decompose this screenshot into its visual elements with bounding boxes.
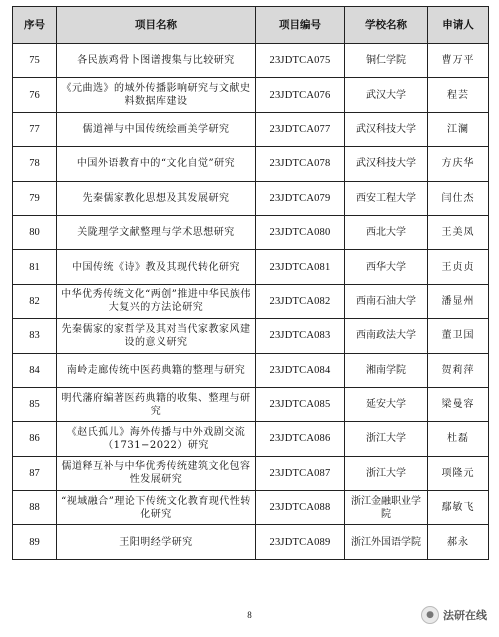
header-code: 项目编号: [256, 7, 345, 44]
cell-num: 85: [13, 387, 57, 421]
cell-school: 西安工程大学: [345, 181, 428, 215]
cell-code: 23JDTCA088: [256, 491, 345, 525]
header-title: 项目名称: [57, 7, 256, 44]
cell-title: 王阳明经学研究: [57, 525, 256, 559]
cell-school: 武汉科技大学: [345, 112, 428, 146]
cell-num: 79: [13, 181, 57, 215]
cell-title: 关陇理学文献整理与学术思想研究: [57, 215, 256, 249]
cell-person: 江澜: [428, 112, 489, 146]
cell-title: 中国传统《诗》教及其现代转化研究: [57, 250, 256, 284]
cell-title: 儒道禅与中国传统绘画美学研究: [57, 112, 256, 146]
cell-num: 81: [13, 250, 57, 284]
cell-person: 潘显州: [428, 284, 489, 318]
cell-title: 中华优秀传统文化“两创”推进中华民族伟大复兴的方法论研究: [57, 284, 256, 318]
table-row: [13, 353, 489, 387]
cell-school: 武汉大学: [345, 78, 428, 112]
cell-code: 23JDTCA086: [256, 422, 345, 456]
table-row: [13, 456, 489, 490]
table-row: [13, 78, 489, 112]
cell-school: 武汉科技大学: [345, 147, 428, 181]
cell-person: 鄢敏飞: [428, 491, 489, 525]
cell-code: 23JDTCA089: [256, 525, 345, 559]
table-row: [13, 215, 489, 249]
cell-person: 曹万平: [428, 44, 489, 78]
cell-num: 88: [13, 491, 57, 525]
cell-person: 郝永: [428, 525, 489, 559]
table-row: [13, 181, 489, 215]
cell-code: 23JDTCA085: [256, 387, 345, 421]
table-header: [13, 7, 489, 44]
header-school: 学校名称: [345, 7, 428, 44]
wechat-logo-icon: ●: [421, 606, 439, 624]
cell-num: 86: [13, 422, 57, 456]
cell-code: 23JDTCA083: [256, 319, 345, 353]
table-row: [13, 112, 489, 146]
cell-num: 87: [13, 456, 57, 490]
cell-person: 方庆华: [428, 147, 489, 181]
table-row: [13, 491, 489, 525]
cell-code: 23JDTCA082: [256, 284, 345, 318]
cell-person: 贺莉萍: [428, 353, 489, 387]
cell-title: 《赵氏孤儿》海外传播与中外戏剧交流（1731−2022）研究: [57, 422, 256, 456]
cell-code: 23JDTCA084: [256, 353, 345, 387]
table-body: [13, 44, 489, 560]
watermark-text: 法研在线: [443, 609, 487, 622]
table-row: [13, 147, 489, 181]
table-row: [13, 422, 489, 456]
cell-school: 西南政法大学: [345, 319, 428, 353]
cell-code: 23JDTCA076: [256, 78, 345, 112]
cell-school: 西北大学: [345, 215, 428, 249]
cell-code: 23JDTCA081: [256, 250, 345, 284]
cell-title: “视域融合”理论下传统文化教育现代性转化研究: [57, 491, 256, 525]
table-row: [13, 250, 489, 284]
table-row: [13, 284, 489, 318]
cell-title: 先秦儒家教化思想及其发展研究: [57, 181, 256, 215]
cell-person: 杜磊: [428, 422, 489, 456]
cell-school: 浙江大学: [345, 456, 428, 490]
cell-school: 浙江大学: [345, 422, 428, 456]
cell-person: 王美凤: [428, 215, 489, 249]
cell-school: 延安大学: [345, 387, 428, 421]
cell-person: 闫仕杰: [428, 181, 489, 215]
cell-title: 各民族鸡骨卜图谱搜集与比较研究: [57, 44, 256, 78]
cell-school: 湘南学院: [345, 353, 428, 387]
header-person: 申请人: [428, 7, 489, 44]
cell-person: 梁曼容: [428, 387, 489, 421]
cell-school: 铜仁学院: [345, 44, 428, 78]
cell-num: 84: [13, 353, 57, 387]
cell-code: 23JDTCA080: [256, 215, 345, 249]
table-row: [13, 319, 489, 353]
cell-code: 23JDTCA075: [256, 44, 345, 78]
cell-school: 浙江金融职业学院: [345, 491, 428, 525]
cell-school: 西华大学: [345, 250, 428, 284]
cell-school: 浙江外国语学院: [345, 525, 428, 559]
cell-person: 董卫国: [428, 319, 489, 353]
cell-num: 75: [13, 44, 57, 78]
page-number: 8: [247, 610, 252, 620]
table-row: [13, 44, 489, 78]
project-table: [12, 6, 489, 560]
cell-school: 西南石油大学: [345, 284, 428, 318]
cell-num: 89: [13, 525, 57, 559]
cell-num: 78: [13, 147, 57, 181]
cell-person: 王贞贞: [428, 250, 489, 284]
cell-title: 中国外语教育中的“文化自觉”研究: [57, 147, 256, 181]
cell-num: 76: [13, 78, 57, 112]
cell-person: 项隆元: [428, 456, 489, 490]
cell-num: 77: [13, 112, 57, 146]
cell-title: 《元曲选》的域外传播影响研究与文献史料数据库建设: [57, 78, 256, 112]
table-row: [13, 525, 489, 559]
watermark: [421, 606, 487, 624]
cell-num: 80: [13, 215, 57, 249]
table-row: [13, 387, 489, 421]
cell-title: 南岭走廊传统中医药典籍的整理与研究: [57, 353, 256, 387]
cell-code: 23JDTCA087: [256, 456, 345, 490]
cell-num: 82: [13, 284, 57, 318]
cell-code: 23JDTCA077: [256, 112, 345, 146]
cell-title: 儒道释互补与中华优秀传统建筑文化包容性发展研究: [57, 456, 256, 490]
cell-person: 程芸: [428, 78, 489, 112]
header-num: 序号: [13, 7, 57, 44]
cell-title: 明代藩府编著医药典籍的收集、整理与研究: [57, 387, 256, 421]
cell-code: 23JDTCA078: [256, 147, 345, 181]
cell-title: 先秦儒家的家哲学及其对当代家教家风建设的意义研究: [57, 319, 256, 353]
cell-code: 23JDTCA079: [256, 181, 345, 215]
cell-num: 83: [13, 319, 57, 353]
